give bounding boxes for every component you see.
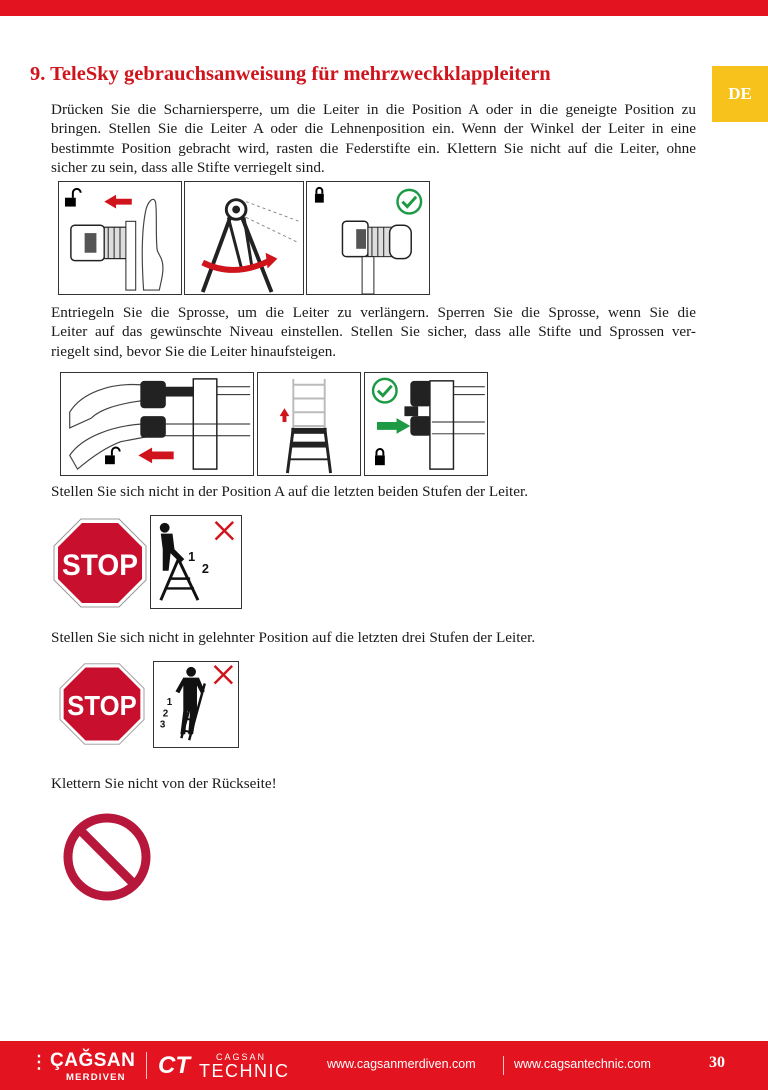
person-on-leaning-ladder-illustration (154, 662, 238, 747)
paragraph-line: sicher zu sein, dass alle Stifte verriegelt sind. (51, 158, 325, 176)
brand-subtitle: MERDIVEN (66, 1072, 126, 1083)
footer-divider (146, 1052, 147, 1079)
paragraph-line: Drücken Sie die Scharniersperre, um die Leiter in die Position A oder in die geneigte Position zu (51, 101, 696, 118)
cagsan-technic-logo (158, 1051, 298, 1081)
check-circle-icon (397, 190, 421, 214)
language-tab: DE (712, 66, 768, 122)
figure-no-top-steps-a (150, 515, 242, 609)
arrow-up-icon (280, 408, 290, 422)
stop-sign-text: STOP (62, 549, 138, 582)
step-label: 2 (162, 708, 169, 720)
paragraph-rung-lock (51, 303, 696, 361)
warning-leaning-position: Stellen Sie sich nicht in gelehnter Position auf die letzten drei Stufen der Leiter. (51, 629, 536, 646)
technic-logo-icon: CT (158, 1052, 190, 1079)
paragraph-line: Leiter auf das gewünschte Niveau einstellen. Stellen Sie sicher, dass alle Stifte und Sprossen ver- (51, 323, 696, 341)
page-number: 30 (709, 1054, 725, 1071)
ladder-rotation-illustration (185, 182, 303, 294)
prohibition-sign (62, 812, 152, 902)
figure-extend-ladder (257, 372, 361, 476)
warning-position-a: Stellen Sie sich nicht in der Position A auf die letzten beiden Stufen der Leiter. (51, 483, 529, 500)
person-on-a-ladder-illustration (151, 516, 241, 608)
unlocked-padlock-icon (65, 189, 81, 207)
top-red-bar (0, 0, 768, 16)
brand-name: CAGSAN (216, 1052, 267, 1062)
website-link-technic[interactable]: www.cagsantechnic.com (514, 1057, 651, 1071)
paragraph-line: bringen. Stellen Sie die Leiter A oder die Lehnenposition ein. Wenn der Winkel der Leiter in eine (51, 120, 696, 138)
step-label: 1 (166, 696, 173, 708)
step-label: 3 (159, 719, 166, 731)
prohibition-icon (62, 812, 152, 902)
figure-unlock-rung (60, 372, 254, 476)
arrow-left-icon (104, 195, 132, 209)
paragraph-line: riegelt sind, bevor Sie die Leiter hinaufsteigen. (51, 342, 337, 360)
arrow-right-icon (377, 418, 410, 434)
arrow-left-icon (138, 448, 173, 464)
stop-sign-icon (58, 662, 146, 746)
stop-sign (58, 662, 146, 746)
footer-bar (0, 1041, 768, 1090)
figure-rung-locked (364, 372, 488, 476)
paragraph-line: bestimmte Position gebracht wird, rasten die Federstifte ein. Klettern Sie nicht auf die Leiter, ohne (51, 139, 696, 157)
red-x-icon (216, 522, 234, 540)
rotate-arrow-icon (266, 253, 278, 269)
ladder-logo-icon: ⫶ (36, 1052, 42, 1077)
figure-rotate-ladder (184, 181, 304, 295)
hinge-locked-illustration (307, 182, 429, 294)
check-circle-icon (373, 379, 397, 403)
warning-no-back-climb: Klettern Sie nicht von der Rückseite! (51, 775, 277, 792)
figure-no-top-steps-leaning (153, 661, 239, 748)
paragraph-hinge-lock (51, 100, 696, 177)
cagsan-merdiven-logo (36, 1049, 136, 1083)
section-title: 9. TeleSky gebrauchsanweisung für mehrzweckklappleitern (30, 63, 551, 85)
rung-locked-illustration (365, 373, 487, 475)
step-label: 1 (188, 549, 196, 565)
red-x-icon (215, 666, 233, 684)
website-link-merdiven[interactable]: www.cagsanmerdiven.com (327, 1057, 476, 1071)
stop-sign-icon (52, 517, 148, 609)
stop-sign-text: STOP (67, 689, 137, 721)
footer-divider (503, 1056, 504, 1075)
locked-padlock-icon (315, 188, 324, 203)
ladder-extend-illustration (258, 373, 360, 475)
rung-unlock-illustration (61, 373, 253, 475)
hinge-unlock-illustration (59, 182, 181, 294)
brand-subtitle: TECHNIC (199, 1061, 290, 1081)
locked-padlock-icon (375, 449, 385, 465)
step-label: 2 (201, 560, 209, 576)
unlocked-padlock-icon (105, 448, 120, 465)
figure-hinge-locked (306, 181, 430, 295)
figure-unlock-hinge (58, 181, 182, 295)
stop-sign (52, 517, 148, 609)
brand-name: ÇAĞSAN (50, 1050, 136, 1071)
paragraph-line: Entriegeln Sie die Sprosse, um die Leiter zu verlängern. Sperren Sie die Sprosse, wenn Sie die (51, 304, 696, 321)
